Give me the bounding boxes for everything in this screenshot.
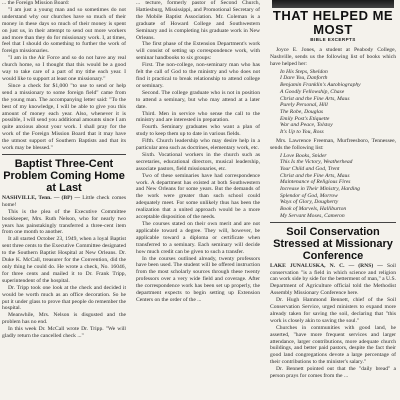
list-item: A Goodly Fellowship, Chase <box>280 88 345 95</box>
headline-three-cent: Baptist Three-Cent Problem Coming Home at Last <box>3 157 125 194</box>
dateline: NASHVILLE, Tenn. — (BP) — <box>2 194 81 201</box>
book-list <box>280 69 396 136</box>
article-lead <box>270 263 396 298</box>
banner-illustration <box>272 0 394 8</box>
article-text: "I am just a young man and so sometimes do not understand why our churches have so much of their money in these days so much of their money is spent on just us, in their attempt to send out more workers and more than they do for missionary work. I, at times, feel that I should do something to further the work of foreign missionaries. <box>2 6 126 55</box>
list-item: This Is the Victory, Weatherhead <box>280 159 353 166</box>
article-text: Dr. Tripp took one look at the check and decided it would be worth much as an office decoration. So he put it under glass to prove that people do remember the hospital. <box>2 284 126 312</box>
list-item: It's Up to You, Ross <box>280 129 324 136</box>
article-text: Dr. Hugh Hammond Bennett, chief of the Soil Conservation Service, urged ministers to expand more already taken for saving the soil, declaring that "this work is closely akin to saving the soul." <box>270 297 396 324</box>
article-text: Meanwhile, Mrs. Nelson is disgusted and the problem has no end. <box>2 312 126 326</box>
article-lead <box>2 195 126 209</box>
list-item: Increase in Their Ministry, Harding <box>280 186 360 193</box>
article-text: Second. The college graduate who is not in position to attend a seminary, but who may attend at a later date. <box>136 89 260 110</box>
list-item: Maintenance of Religious Fires <box>280 179 351 186</box>
article-text: Sixth. Vocational workers in the church such as secretaries, educational directors, musical leadership, associate pastors, field missionaries, etc. <box>136 151 260 172</box>
article-text: In this week Dr. McCall wrote Dr. Tripp. "We will gladly return the cancelled check ..." <box>2 326 126 340</box>
article-text: ... the Foreign Mission Board: <box>2 0 70 6</box>
divider <box>2 154 126 155</box>
article-text: It all started October 23, 1949, when a loyal Baptist sent three cents to the Executive Committee designated to the Southern Baptist Hospital at New Orleans. Dr. Duke K. McCall, treasurer for the Convention, did the only thing he could do. He wrote a check, No. 16046, for three cents and mailed it to Dr. Frank Tripp, superintendent of the hospital. <box>2 236 126 284</box>
article-text: ... tecture, formerly pastor of Second Church, Hattiesburg, Mississippi, and Promotional Secretary of the Mobile Baptist Association. Mr. Coleman is a graduate of Howard College and Southwestern Seminary and is completing his graduate work in New Orleans. <box>136 0 260 41</box>
article-text: Joyce E. Jones, a student at Peabody College, Nashville, sends us the following list of books which have helped her: <box>270 47 396 67</box>
article-text: Fourth. Seminary graduates who want a plan of study to keep them up to date in various fields. <box>136 124 260 138</box>
article-text: Churches in communities with good land, he asserted, "have more frequent services and larger attendance, larger contributions, more adequate church buildings, and better paid pastors, despite the fact their good land congregations devote a large percentage of their contributions to the minister's salary." <box>270 324 396 366</box>
book-list <box>280 153 396 220</box>
column-left <box>2 0 126 400</box>
article-text: Little check comes home! <box>2 194 126 208</box>
article-text: In the courses outlined already, twenty professors have been used. The student will be offered instruction from the most scholarly sources through these twenty professors over a very wide field and coverage. After the correspondence work has been set up properly, the department expects to begin setting up Extension Centers on the order of the ... <box>136 255 260 303</box>
list-item: Emily Post's Etiquette <box>280 115 330 122</box>
list-item: Book of Marvels, Halliburton <box>280 206 347 213</box>
banner-title: THAT HELPED ME MOST <box>272 8 394 37</box>
dateline: LAKE JUNALUSKA, N. C. — (RNS) — <box>270 262 383 269</box>
list-item: War and Peace, Tolstoy <box>280 122 333 129</box>
list-item: Your Child and God, Trent <box>280 165 340 172</box>
list-item: Splendor of God, Morrow <box>280 192 338 199</box>
list-item: Ways of Glory, Dougherty <box>280 199 339 206</box>
article-text: Two of these seminaries have had correspondence work. A department has existed at both Southwestern and New Orleans for some years. But the demands of the work were greater than such school could adequately meet. For some unlikely thus has been the realization that a united approach would be a more acceptable disposition of the needs. <box>136 172 260 221</box>
article-text: Fifth. Church leadership who may desire help in a particular area such as doctrines, elementary work, etc. <box>136 138 260 152</box>
banner-subtitle: BIBLE EXCERPTS <box>310 37 356 42</box>
list-item: I Love Books, Snider <box>280 152 327 159</box>
article-text: This is the plea of the Executive Committee bookkeeper, Mrs. Ruth Nelson, who for nearly two years has painstakingly transferred a three-cent item from one month to another. <box>2 208 126 236</box>
list-item: I Dare You, Danforth <box>280 75 328 82</box>
list-item: In His Steps, Sheldon <box>280 68 328 75</box>
column-right <box>270 0 396 400</box>
list-item: My Servant Moses, Cameron <box>280 212 345 219</box>
headline-soil-conservation: Soil Conservation Stressed at Missionary Conference <box>273 225 393 262</box>
article-text: Soil conservation "is a field in which science and religion can work side by side for the betterment of man," a U.S. Department of Agriculture official told the Methodist Assembly Missionary Conference here. <box>270 262 396 297</box>
article-text: The courses stated on their own merit and are not applicable toward a degree. They will, however, be applicable toward a diploma or certificate when transferred to a seminary. Each seminary will decide how much credit can be given to such a transfer. <box>136 221 260 255</box>
books-banner <box>270 0 396 44</box>
article-text: First. The non-college, non-seminary man who has felt the call of God to the ministry and who does not find it practical to break relationship to attend college or seminary. <box>136 62 260 89</box>
article-text: Since a check for $1,000 "to use to send or help send a missionary to some foreign field" came from the young man. The accompanying letter said: "To the best of my knowledge, I will be able to give you this amount of money each year. Also, whenever it is possible, I will send you additional amounts since I am quite anxious about your work. I shall pray for the work of the Foreign Mission Board that it may have the utmost support of Southern Baptists and that its work may be blessed." <box>2 82 126 152</box>
article-text: "I am in the Air Force and so do not have any real church home, so I thought that this would be a good way to take care of a part of my tithe each year. I would like to support at least one missionary." <box>2 55 126 82</box>
list-item: Benjamin Franklin's Autobiography <box>280 82 361 89</box>
list-item: Purely Personal, Hill <box>280 102 328 109</box>
article-text: Mrs. Lawrence Freeman, Murfreesboro, Tennessee, sends the following list: <box>270 137 396 151</box>
list-item: Christ and the Fine Arts, Maus <box>280 95 350 102</box>
article-text: Third. Men in service who sense the call to the ministry and are interested in preparation. <box>136 110 260 124</box>
column-middle <box>136 0 260 400</box>
article-text: The first phase of the Extension Department's work will consist of setting up correspondence work, with seminar handbooks to six groups: <box>136 41 260 62</box>
article-text: Dr. Bennett pointed out that the "daily bread" a person prays for comes from the ... <box>270 366 396 380</box>
list-item: Christ and the Fine Arts, Maus <box>280 172 350 179</box>
list-item: The Robe, Douglas <box>280 108 324 115</box>
divider <box>270 222 396 223</box>
